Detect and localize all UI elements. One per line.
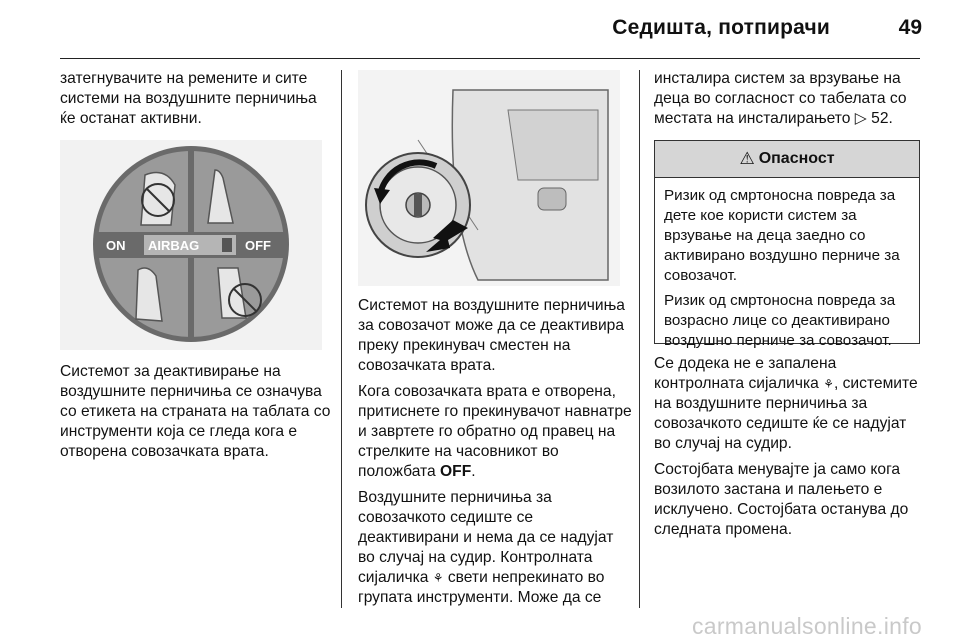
col2-paragraph-1: Системот на воздушните перничиња за совозачот може да се деактивира преку прекинувач сместен на совозачката врата.	[358, 297, 625, 374]
column-1-bottom	[60, 362, 332, 468]
warning-body	[655, 178, 919, 351]
column-divider-1	[341, 70, 342, 608]
page-title: Седишта, потпирачи	[612, 16, 830, 39]
page-header	[0, 0, 960, 60]
airbag-label-figure	[60, 140, 322, 350]
page-number: 49	[898, 16, 922, 39]
header-divider	[60, 58, 920, 59]
off-position-label: OFF	[440, 463, 472, 480]
column-3-top	[654, 69, 924, 135]
airbag-label-illustration	[60, 140, 322, 350]
col1-paragraph-1: затегнувачите на ремените и сите системи на воздушните перничиња ќе останат активни.	[60, 70, 317, 127]
warning-box	[654, 140, 920, 349]
page-reference-arrow-icon: ▷	[854, 110, 867, 127]
col3-paragraph-3: Состојбата менувајте ја само кога возилото застана и палењето е исклучено. Состојбата останува до следната промена.	[654, 461, 909, 538]
col3-paragraph-2: Се додека не е запалена контролната сијаличка ⚘, системите на воздушните перничиња за совозачкото седиште ќе се надујат во случај на судир.	[654, 355, 918, 452]
col3-paragraph-1: инсталира систем за врзување на деца во согласност со табелата со местата на инсталирањето ▷ 52.	[654, 70, 907, 127]
door-switch-figure	[358, 70, 620, 286]
column-2-text	[358, 296, 634, 614]
airbag-off-indicator-icon: ⚘	[823, 377, 834, 391]
figure-label-airbag: AIRBAG	[148, 238, 200, 253]
warning-title: Опасност	[758, 150, 835, 167]
column-divider-2	[639, 70, 640, 608]
warning-header	[655, 141, 919, 178]
column-1-top	[60, 69, 330, 135]
warning-paragraph-1: Ризик од смртоносна повреда за дете кое користи систем за врзување на деца заедно со активирано воздушно перниче за совозачот.	[664, 187, 900, 284]
col1-paragraph-2: Системот за деактивирање на воздушните перничиња се означува со етикета на страната на таблата со инструменти која се гледа кога е отворена совозачката врата.	[60, 363, 331, 460]
column-3-bottom	[654, 354, 926, 546]
warning-paragraph-2: Ризик од смртоносна повреда за возрасно лице со деактивирано воздушно перниче за совозачот.	[664, 292, 896, 349]
footer-watermark: carmanualsonline.info	[691, 613, 922, 639]
figure-label-off: OFF	[245, 238, 271, 253]
col2-paragraph-3: Воздушните перничиња за совозачкото седиште се деактивирани и нема да се надујат во случај на судир. Контролната сијаличка ⚘ свети непрекинато во групата инструменти. Може да се	[358, 489, 614, 606]
col2-paragraph-2: Кога совозачката врата е отворена, притиснете го прекинувачот навнатре и завртете го обратно од правец на стрелките на часовникот во положбата OFF.	[358, 383, 632, 480]
warning-triangle-icon: ⚠	[739, 149, 755, 168]
figure-label-on: ON	[106, 238, 126, 253]
airbag-off-indicator-icon: ⚘	[432, 571, 444, 585]
page-reference-link[interactable]: 52.	[871, 110, 893, 127]
door-switch-illustration	[358, 70, 620, 286]
